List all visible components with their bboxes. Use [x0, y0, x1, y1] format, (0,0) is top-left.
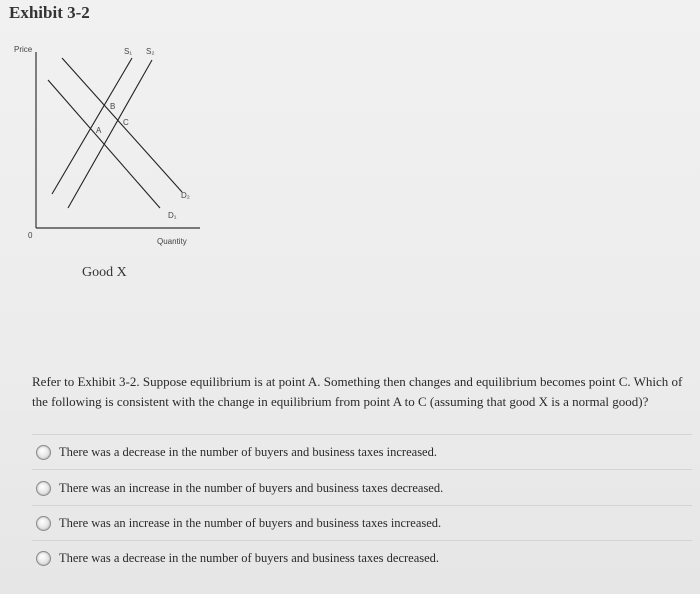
- good-label: Good X: [82, 265, 127, 280]
- answer-option-label: There was a decrease in the number of buyers and business taxes decreased.: [59, 550, 440, 565]
- radio-button[interactable]: [36, 445, 51, 460]
- radio-button[interactable]: [36, 481, 51, 496]
- x-axis-label: Quantity: [157, 237, 187, 246]
- exhibit-title: Exhibit 3-2: [9, 3, 90, 22]
- answer-option-2[interactable]: [36, 475, 676, 501]
- answer-option-1[interactable]: [36, 439, 676, 465]
- radio-button[interactable]: [36, 551, 51, 566]
- supply-curve-s1: [52, 58, 132, 194]
- answer-option-label: There was an increase in the number of buyers and business taxes decreased.: [59, 480, 444, 495]
- demand-label-d1: D₁: [168, 211, 177, 220]
- point-label-b: B: [110, 102, 116, 111]
- supply-curve-s2: [68, 60, 152, 208]
- demand-curve-d1: [48, 80, 160, 208]
- y-axis-label: Price: [14, 45, 33, 54]
- divider: [32, 469, 692, 470]
- question-text: Refer to Exhibit 3-2. Suppose equilibrium is at point A. Something then changes and equilibrium becomes point C. Which of the following is consistent with the change in equilibrium from point A to C (assuming that good X is a normal good)?: [32, 374, 683, 409]
- answer-option-label: There was an increase in the number of buyers and business taxes increased.: [59, 515, 442, 530]
- supply-demand-graph: [0, 32, 230, 262]
- divider: [32, 434, 692, 435]
- point-label-a: A: [96, 126, 102, 135]
- demand-curve-d2: [62, 58, 182, 192]
- origin-label: 0: [28, 231, 33, 240]
- point-label-c: C: [123, 118, 129, 127]
- demand-label-d2: D₂: [181, 191, 190, 200]
- answer-option-4[interactable]: [36, 545, 676, 571]
- divider: [32, 540, 692, 541]
- divider: [32, 505, 692, 506]
- answer-option-label: There was a decrease in the number of buyers and business taxes increased.: [59, 444, 437, 459]
- answer-option-3[interactable]: [36, 510, 676, 536]
- supply-label-s2: S₂: [146, 47, 155, 56]
- radio-button[interactable]: [36, 516, 51, 531]
- supply-label-s1: S₁: [124, 47, 133, 56]
